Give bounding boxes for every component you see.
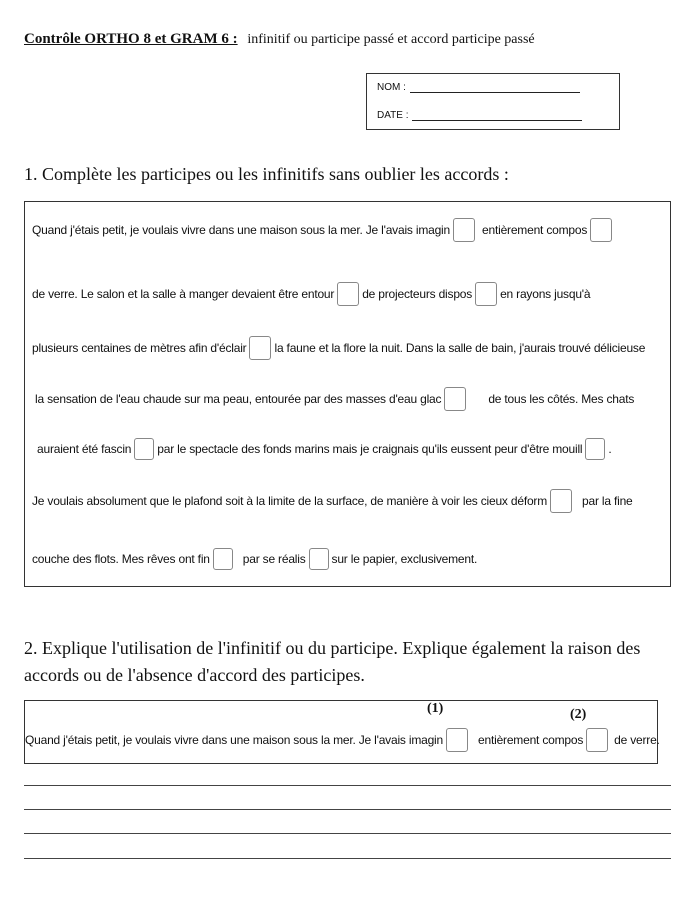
- test-subtitle: infinitif ou participe passé et accord participe passé: [247, 32, 535, 47]
- marker-1-label: (1): [427, 701, 444, 716]
- exercise-1-line-5: [37, 438, 612, 460]
- answer-line[interactable]: [24, 809, 671, 810]
- text-segment: de projecteurs dispos: [362, 287, 473, 301]
- text-segment: sur le papier, exclusivement.: [331, 552, 478, 566]
- exercise-1-line-1: [32, 218, 615, 242]
- test-title: Contrôle ORTHO 8 et GRAM 6 :: [24, 31, 238, 47]
- date-field[interactable]: [412, 120, 582, 121]
- text-segment: en rayons jusqu'à: [500, 287, 591, 301]
- answer-line[interactable]: [24, 833, 671, 834]
- text-segment: la sensation de l'eau chaude sur ma peau, entourée par des masses d'eau glac: [35, 392, 442, 406]
- text-segment: entièrement compos: [478, 733, 584, 747]
- text-segment: par la fine: [582, 494, 633, 508]
- date-row: [377, 110, 582, 121]
- answer-line[interactable]: [24, 858, 671, 859]
- answer-box[interactable]: [337, 282, 359, 306]
- text-segment: de verre. Le salon et la salle à manger devaient être entour: [32, 287, 335, 301]
- text-segment: Quand j'étais petit, je voulais vivre dans une maison sous la mer. Je l'avais imagin: [32, 223, 451, 237]
- name-label: NOM :: [377, 82, 406, 93]
- answer-line[interactable]: [24, 785, 671, 786]
- exercise-1-line-6: [32, 489, 633, 513]
- answer-box[interactable]: [213, 548, 233, 570]
- name-row: [377, 82, 580, 93]
- page-header: [24, 31, 535, 48]
- exercise-2-box: [24, 700, 658, 764]
- text-segment: par se réalis: [242, 552, 306, 566]
- exercise-1-box: [24, 201, 671, 587]
- answer-box[interactable]: [585, 438, 605, 460]
- text-segment: de tous les côtés. Mes chats: [488, 392, 635, 406]
- text-segment: couche des flots. Mes rêves ont fin: [32, 552, 210, 566]
- text-segment: entièrement compos: [482, 223, 588, 237]
- answer-box[interactable]: [444, 387, 466, 411]
- text-segment: la faune et la flore la nuit. Dans la salle de bain, j'aurais trouvé délicieuse: [274, 341, 646, 355]
- exercise-2-sentence: [25, 728, 660, 752]
- exercise-2-title: 2. Explique l'utilisation de l'infinitif ou du participe. Explique également la raison des accords ou de l'absence d'accord des participes.: [24, 638, 641, 685]
- answer-box[interactable]: [309, 548, 329, 570]
- exercise-1-line-3: [32, 336, 645, 360]
- text-segment: auraient été fascin: [37, 442, 132, 456]
- date-label: DATE :: [377, 110, 409, 121]
- text-segment: de verre.: [614, 733, 660, 747]
- answer-box[interactable]: [590, 218, 612, 242]
- name-field[interactable]: [410, 92, 580, 93]
- text-segment: plusieurs centaines de mètres afin d'éclair: [32, 341, 247, 355]
- answer-box[interactable]: [550, 489, 572, 513]
- answer-box[interactable]: [475, 282, 497, 306]
- identity-box: [366, 73, 620, 130]
- text-segment: Je voulais absolument que le plafond soit à la limite de la surface, de manière à voir les cieux déform: [32, 494, 548, 508]
- exercise-1-line-7: [32, 548, 477, 570]
- answer-box[interactable]: [249, 336, 271, 360]
- exercise-1-line-2: [32, 282, 590, 306]
- marker-2-label: (2): [570, 707, 587, 722]
- text-segment: .: [608, 442, 612, 456]
- exercise-1-title: 1. Complète les participes ou les infinitifs sans oublier les accords :: [24, 164, 509, 184]
- text-segment: par le spectacle des fonds marins mais je craignais qu'ils eussent peur d'être mouill: [157, 442, 583, 456]
- answer-box[interactable]: [586, 728, 608, 752]
- text-segment: Quand j'étais petit, je voulais vivre dans une maison sous la mer. Je l'avais imagin: [25, 733, 444, 747]
- answer-box[interactable]: [134, 438, 154, 460]
- answer-box[interactable]: [453, 218, 475, 242]
- answer-box[interactable]: [446, 728, 468, 752]
- exercise-1-line-4: [35, 387, 634, 411]
